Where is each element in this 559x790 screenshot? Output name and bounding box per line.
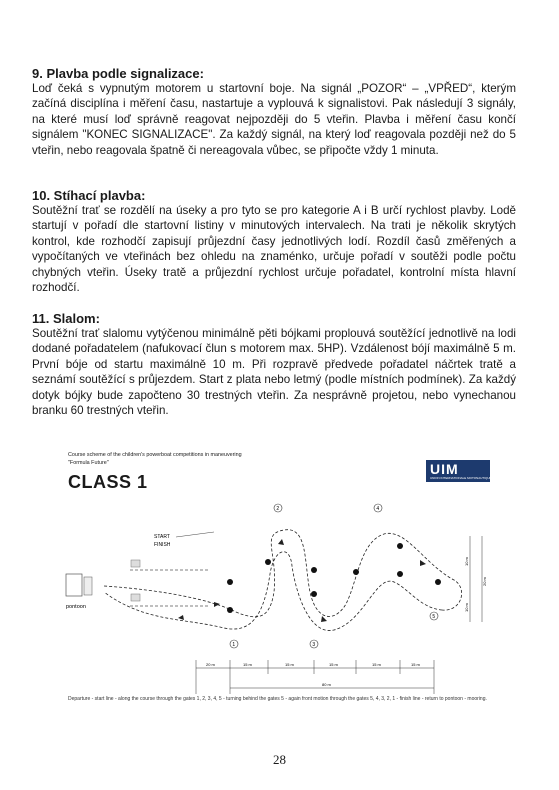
buoy-icon: [397, 571, 403, 577]
section-title: 10. Stíhací plavba:: [32, 188, 146, 203]
buoy-icon: [227, 579, 233, 585]
course-scheme-figure: [64, 452, 496, 724]
logo-text: UIM: [430, 461, 459, 477]
section-title: 11. Slalom:: [32, 311, 100, 326]
dimension-label: 20 m: [206, 662, 215, 667]
finish-label: FINISH: [154, 542, 171, 548]
class-label: CLASS 1: [68, 472, 148, 492]
start-pointer-line: [176, 532, 214, 537]
section-body: Soutěžní trať slalomu vytýčenou minimálně pěti bójkami proplouvá soutěžící jednotlivě na lodi dodané pořadatelem (nafukovací člun s motorem max. 5HP). Vzdálenost bójí maximálně 5 m. První bóje od startu maximálně 10 m. Při rozpravě předvede pořadatel náčrtek tratě a seznámí soutěžící s průjezdem. Start z plata nebo letmý (podle místních podmínek). Za každý dotyk bójky bude započteno 30 trestných vteřin. Za nesprávně projetou, nebo vynechanou branku 60 trestných vteřin.: [32, 327, 516, 418]
arrow-icon: [178, 615, 184, 620]
course-diagram: [64, 482, 496, 722]
dimension-label: 20 m: [482, 577, 487, 586]
dimension-label: 15 m: [372, 662, 381, 667]
dimension-label: 15 m: [411, 662, 420, 667]
section-signal-sailing: [32, 66, 516, 158]
buoy-icon: [397, 543, 403, 549]
section-slalom: [32, 311, 516, 418]
uim-logo: [426, 460, 490, 482]
arrow-icon: [214, 602, 220, 607]
arrow-icon: [321, 616, 327, 622]
gate-number: 4: [376, 506, 380, 512]
start-flag-icon: [131, 560, 140, 567]
buoy-icon: [353, 569, 359, 575]
figure-description: Departure - start line - along the course through the gates 1, 2, 3, 4, 5 - turning behind the gates 5 - again front motion through the gates 5, 4, 3, 2, 1 - finish line - return to pontoon - mooring.: [68, 696, 487, 702]
gate-number: 3: [312, 642, 316, 648]
buoy-icon: [265, 559, 271, 565]
section-body: Loď čeká s vypnutým motorem u startovní boje. Na signál „POZOR“ – „VPŘED“, kterým začíná disciplína i měření času, nastartuje a vyplouvá k signalistovi. Pak následují 3 signály, na které musí loď správně reagovat nejpozději do 5 vteřin. Plavba i měření času končí signálem "KONEC SIGNALIZACE". Za každý signál, na který loď reagovala později než do 5 vteřin, nebo reagovala špatně či nereagovala vůbec, se připočte vždy 1 minuta.: [32, 82, 516, 157]
buoy-icon: [311, 591, 317, 597]
pontoon-icon: [66, 574, 82, 596]
start-label: START: [154, 534, 170, 540]
buoy-icon: [435, 579, 441, 585]
dimension-label: 15 m: [243, 662, 252, 667]
gate-number: 1: [232, 642, 236, 648]
page-number: 28: [273, 752, 286, 767]
pontoon-label: pontoon: [66, 604, 86, 610]
dimension-label: 15 m: [329, 662, 338, 667]
arrow-icon: [420, 560, 426, 566]
gate-number: 2: [276, 506, 280, 512]
section-pursuit-sailing: [32, 188, 516, 295]
figure-caption-subtitle: "Formula Future": [68, 460, 109, 466]
gate-number: 5: [432, 614, 436, 620]
dimension-label: 15 m: [285, 662, 294, 667]
logo-subtext: UNION INTERNATIONALE MOTONAUTIQUE: [430, 476, 492, 480]
buoy-icon: [227, 607, 233, 613]
arrow-icon: [278, 539, 284, 545]
boat-icon: [84, 577, 92, 595]
section-body: Soutěžní trať se rozdělí na úseky a pro tyto se pro kategorie A i B určí rychlost plavby. Lodě startují v pořadí dle startovní listiny v minutových intervalech. Na trati je několik skrytých kontrol, kde rozhodčí zapisují průjezdní časy jednotlivých lodí. Rozdíl časů změřených a vypočítaných ve vteřinách bez ohledu na znaménko, určuje pořadí v soutěži podle počtu chybných vteřin. Úseky tratě a průjezdní rychlost určuje pořadatel, kontrolní místa hlavní rozhodčí.: [32, 204, 516, 295]
dimension-label: 10 m: [464, 603, 469, 612]
dimension-label: 80 m: [322, 682, 331, 687]
finish-flag-icon: [131, 594, 140, 601]
buoy-icon: [311, 567, 317, 573]
section-title: 9. Plavba podle signalizace:: [32, 66, 204, 81]
dimension-label: 10 m: [464, 557, 469, 566]
figure-caption: Course scheme of the children's powerboat competitions in maneuvering: [68, 452, 242, 458]
